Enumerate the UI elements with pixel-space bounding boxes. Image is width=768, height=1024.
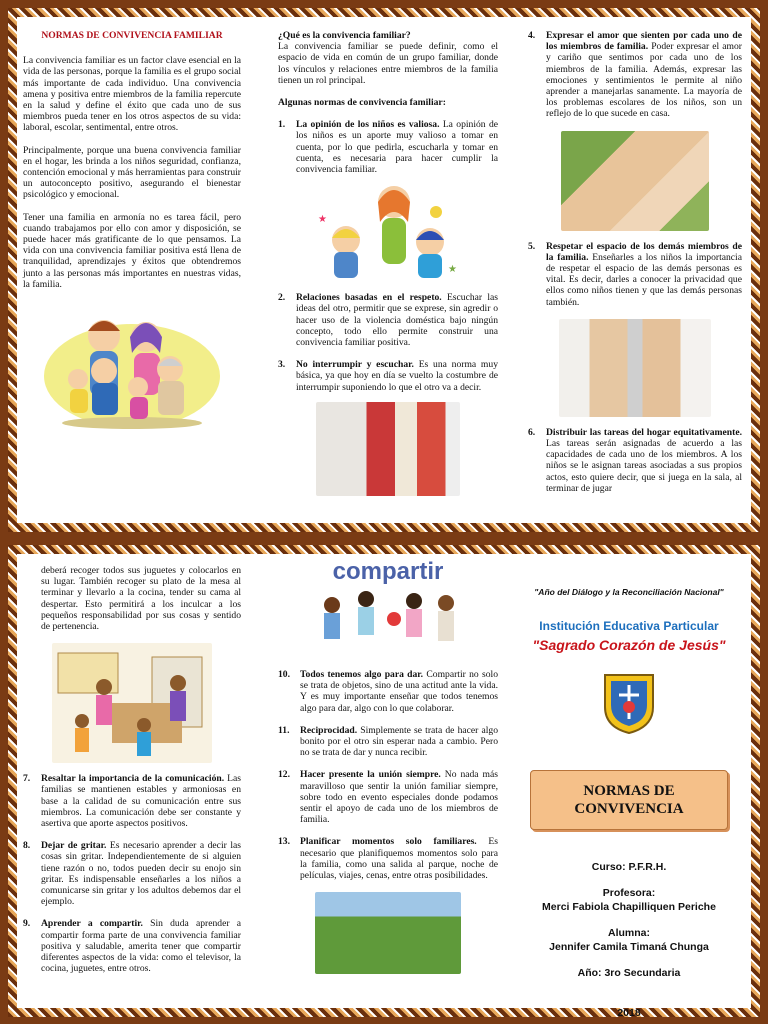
teacher-label: Profesora: (602, 887, 656, 899)
paragraph: La convivencia familiar es un factor clave esencial en la vida de las personas, porque la familia es el grupo social más importante de cada individuo. Una convivencia amena y positiva entre miembros de la familia repercute en la salud y define el éxito que cada uno de sus miembros pueda tener en los otros aspectos de su vida: laboral, escolar, sentimental, entre otros. (23, 55, 241, 134)
teacher-name: Merci Fabiola Chapilliquen Periche (542, 901, 716, 913)
list-item: 13. Planificar momentos solo familiares. Es necesario que planifiquemos momentos solo para la familia, como una salida al parque, noche de películas, viajes, cenas, entre otras posibilidades. (278, 836, 498, 882)
list-item: 8. Dejar de gritar. Es necesario aprender a decir las cosas sin gritar. Independientemente de si alguien tiene razón o no, todos pueden decir su enojo sin gritar. Es indispensable enseñarles a los niños a comunicarse sin gritar y los adultos debemos dar el ejemplo. (23, 840, 241, 908)
family-illustration (42, 301, 222, 431)
photo-family-park (315, 892, 461, 974)
svg-text:★: ★ (448, 264, 457, 276)
column-norms-1 (278, 30, 498, 506)
list-item: 5. Respetar el espacio de los demás miembros de la familia. Enseñarles a los niños la importancia de respetar el espacio de las demás personas es vital. Es decir, darles a conocer la privacidad que ellos como niños tienen y que las demás personas también. (528, 240, 742, 308)
list-item: 10. Todos tenemos algo para dar. Compartir no solo se trata de objetos, sino de una actitud ante la vida. Y es muy importante enseñar que todos tenemos algo para dar, algo con lo que colaborar. (278, 669, 499, 714)
column-intro (23, 30, 241, 441)
paragraph: La convivencia familiar se puede definir, como el espacio de vida en común de un grupo familiar, donde los vínculos y relaciones entre miembros de la familia tienen un rol principal. (278, 41, 498, 86)
list-item: 4. Expresar el amor que sienten por cada uno de los miembros de familia. Poder expresar el amor y cariño que sentimos por cada uno de los miembros de la familia. Además, expresar las emociones y sentimientos le permite al niño aprender a manejarlas sanamente. La mayoría de los problemas escolares de los niños, son un reflejo de lo que sucede en casa. (528, 30, 742, 120)
chores-illustration (52, 643, 212, 763)
year-text: 2018 (617, 1007, 641, 1019)
title-banner: NORMAS DE CONVIVENCIA (530, 770, 728, 830)
list-item: 12. Hacer presente la unión siempre. No nada más maravilloso que sentir la unión familiar siempre, sobre todo en evento especiales donde podamos sentir el apoyo de cada uno de los miembros de familia. (278, 769, 498, 826)
student-name: Jennifer Camila Timaná Chunga (549, 941, 709, 953)
course-text: Curso: P.F.R.H. (591, 861, 667, 873)
school-name: "Sagrado Corazón de Jesús" (532, 637, 726, 653)
institution-label: Institución Educativa Particular (539, 619, 719, 633)
student-label: Alumna: (608, 927, 650, 939)
motto: "Año del Diálogo y la Reconciliación Nacional" (534, 587, 724, 597)
grade-text: Año: 3ro Secundaria (577, 967, 681, 979)
paragraph: deberá recoger todos sus juguetes y colocarlos en su lugar. También recoger su plato de la mesa al terminar y llevarlo a la cocina, tender su cama al despertar. Esto permitirá a los inculcar a los pequeños responsabilidad por sus cosas y sentido de pertenencia. (41, 565, 241, 633)
question-title: ¿Qué es la convivencia familiar? (278, 30, 411, 41)
svg-text:★: ★ (318, 214, 327, 226)
list-title: Algunas normas de convivencia familiar: (278, 97, 446, 109)
photo-mother-child (316, 402, 460, 496)
list-item: 1. La opinión de los niños es valiosa. La opinión de los niños es un aporte muy valioso a tomar en cuenta, por lo que pedirla, escucharla y tomar en cuenta, es necesaria para hacer cumplir la convivencia familiar. (278, 119, 498, 176)
children-sharing-icon (310, 585, 466, 657)
paragraph: Tener una familia en armonía no es tarea fácil, pero cuando trabajamos por ello con amor y disposición, se puede hacer más gratificante de lo que pensamos. La vida con una convivencia familiar positiva está llena de tranquilidad, aprendizajes y éxitos que obtendremos junto a las personas más importantes en nuestras vidas, la familia. (23, 211, 241, 290)
column-norms-4 (278, 559, 499, 984)
compartir-illustration (310, 559, 466, 659)
section-title: NORMAS DE CONVIVENCIA FAMILIAR (41, 30, 223, 41)
cover-info (513, 860, 745, 1020)
column-norms-3 (23, 565, 241, 985)
photo-couple (559, 319, 711, 417)
paragraph: Principalmente, porque una buena convivencia familiar en el hogar, les brinda a los niños seguridad, confianza, contención emocional y más herramientas para construir un autoconcepto positivo, asegurando el bienestar psicológico y emocional. (23, 144, 241, 201)
photo-family-hug (561, 131, 709, 231)
column-norms-2 (528, 30, 742, 505)
list-item: 6. Distribuir las tareas del hogar equitativamente. Las tareas serán asignadas de acuerdo a las capacidades de cada uno de los miembros. A los niños se le asignan tareas asociadas a sus propios actos, esto quiere decir, que si juega en la sala, al terminar de jugar (528, 426, 742, 494)
list-item: 9. Aprender a compartir. Sin duda aprender a compartir forma parte de una convivencia familiar positiva y saludable, amerita tener que compartir diferentes aspectos de la vida: como el televisor, la cocina, juguetes, entre otros. (23, 918, 241, 975)
list-item: 11. Reciprocidad. Simplemente se trata de hacer algo bonito por el otro sin esperar nada a cambio. Pero no se trata de dar y nunca recibir. (278, 724, 498, 759)
list-item: 2. Relaciones basadas en el respeto. Escuchar las ideas del otro, permitir que se exprese, sin agredir o hacer uso de la violencia doméstica bajo ningún concepto, todo ello permite construir una convivencia familiar positiva. (278, 292, 498, 349)
children-illustration (308, 182, 468, 282)
school-crest-icon (601, 671, 657, 735)
cover-panel (513, 565, 745, 1020)
list-item: 3. No interrumpir y escuchar. Es una norma muy básica, ya que hoy en día se vuelto la costumbre de interrumpir suponiendo lo que el otro va a decir. (278, 359, 498, 393)
list-item: 7. Resaltar la importancia de la comunicación. Las familias se mantienen estables y armoniosas en base a la calidad de su comunicación entre sus miembros. La comunicación debe ser constante y asertiva que aporte aspectos positivos. (23, 773, 241, 830)
compartir-heading: compartir (332, 559, 444, 585)
